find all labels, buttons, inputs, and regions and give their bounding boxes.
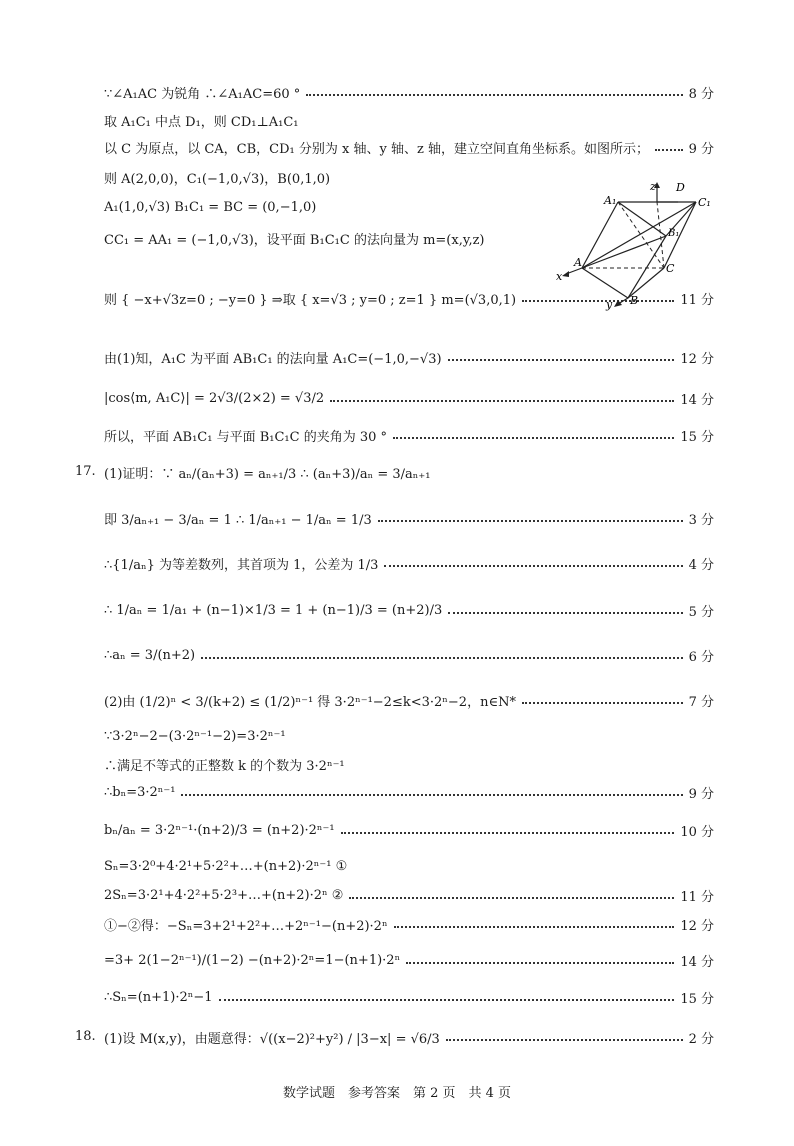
- leader-dots: [448, 612, 682, 614]
- leader-dots: [448, 359, 675, 361]
- leader-dots: [341, 832, 675, 834]
- answer-line: [104, 425, 714, 445]
- question-number: 17.: [75, 464, 96, 479]
- leader-dots: [219, 999, 675, 1001]
- answer-line-text: bₙ/aₙ = 3·2ⁿ⁻¹·(n+2)/3 = (n+2)·2ⁿ⁻¹: [104, 822, 335, 838]
- leader-dots: [181, 794, 682, 796]
- answer-line: [104, 1027, 714, 1047]
- answer-line-text: (1)设 M(x,y)，由题意得：√((x−2)²+y²) / |3−x| = √6/3: [104, 1031, 440, 1047]
- leader-dots: [384, 565, 682, 567]
- score-label: 8 分: [688, 86, 714, 102]
- answer-line-text: 取 A₁C₁ 中点 D₁，则 CD₁⊥A₁C₁: [104, 114, 299, 130]
- answer-line: [104, 508, 714, 528]
- edge-A-B: [582, 268, 628, 298]
- leader-dots: [406, 962, 674, 964]
- label-y: y: [606, 298, 613, 311]
- leader-dots: [394, 926, 675, 928]
- edge-B-B1: [628, 236, 666, 298]
- label-z: z: [650, 180, 656, 193]
- label-C: C: [666, 262, 675, 275]
- leader-dots: [349, 897, 674, 899]
- label-B1: B₁: [668, 228, 680, 239]
- answer-line-text: 2Sₙ=3·2¹+4·2²+5·2³+…+(n+2)·2ⁿ ②: [104, 887, 344, 903]
- score-label: 6 分: [688, 649, 714, 665]
- answer-line-text: 则 { −x+√3z=0 ; −y=0 } ⇒取 { x=√3 ; y=0 ; z=1 } m=(√3,0,1): [104, 292, 517, 308]
- score-label: 12 分: [680, 918, 714, 934]
- score-label: 15 分: [680, 429, 714, 445]
- answer-line-text: 则 A(2,0,0)，C₁(−1,0,√3)，B(0,1,0): [104, 171, 331, 187]
- score-label: 9 分: [688, 141, 714, 157]
- answer-line-text: ∴aₙ = 3/(n+2): [104, 647, 196, 663]
- answer-line-text: ∴满足不等式的正整数 k 的个数为 3·2ⁿ⁻¹: [104, 758, 345, 774]
- label-A1: A₁: [604, 194, 617, 207]
- leader-dots: [378, 520, 683, 522]
- answer-line: [104, 645, 714, 665]
- answer-line-text: =3+ 2(1−2ⁿ⁻¹)/(1−2) −(n+2)·2ⁿ=1−(n+1)·2ⁿ: [104, 952, 401, 968]
- answer-line: [104, 885, 714, 905]
- score-label: 10 分: [680, 824, 714, 840]
- answer-line-text: ∴ 1/aₙ = 1/a₁ + (n−1)×1/3 = 1 + (n−1)/3 = (n+2)/3: [104, 602, 443, 618]
- answer-line-text: ∴{1/aₙ} 为等差数列，其首项为 1，公差为 1/3: [104, 557, 379, 573]
- score-label: 15 分: [680, 991, 714, 1007]
- answer-line: [104, 820, 714, 840]
- answer-line: [104, 462, 714, 482]
- score-label: 14 分: [680, 954, 714, 970]
- leader-dots: [655, 149, 683, 151]
- score-label: 3 分: [688, 512, 714, 528]
- leader-dots: [330, 400, 674, 402]
- y-axis-arrow-icon: [614, 300, 622, 307]
- answer-line-text: |cos⟨m, A₁C⟩| = 2√3/(2×2) = √3/2: [104, 390, 325, 406]
- score-label: 14 分: [680, 392, 714, 408]
- edge-A-B1: [582, 236, 666, 268]
- answer-line-text: ∵3·2ⁿ−2−(3·2ⁿ⁻¹−2)=3·2ⁿ⁻¹: [104, 728, 286, 744]
- label-A: A: [574, 256, 582, 269]
- label-D: D: [676, 181, 685, 194]
- answer-line-text: 即 3/aₙ₊₁ − 3/aₙ = 1 ∴ 1/aₙ₊₁ − 1/aₙ = 1/3: [104, 512, 372, 528]
- answer-line: [104, 110, 714, 130]
- answer-line-text: 以 C 为原点，以 CA，CB，CD₁ 分别为 x 轴、y 轴、z 轴，建立空间直角坐标系。如图所示；: [104, 141, 649, 157]
- score-label: 7 分: [688, 694, 714, 710]
- answer-line: [104, 950, 714, 970]
- answer-line: [104, 347, 714, 367]
- x-axis-arrow-icon: [562, 271, 569, 277]
- score-label: 9 分: [688, 786, 714, 802]
- leader-dots: [446, 1039, 683, 1041]
- leader-dots: [522, 702, 683, 704]
- answer-line-text: ∴bₙ=3·2ⁿ⁻¹: [104, 784, 176, 800]
- answer-line-text: Sₙ=3·2⁰+4·2¹+5·2²+…+(n+2)·2ⁿ⁻¹ ①: [104, 858, 348, 874]
- edge-A1-C-dashed: [618, 202, 664, 268]
- answer-line: [104, 987, 714, 1007]
- answer-line-text: ①−②得：−Sₙ=3+2¹+2²+…+2ⁿ⁻¹−(n+2)·2ⁿ: [104, 918, 388, 934]
- answer-line-text: CC₁ = AA₁ = (−1,0,√3)，设平面 B₁C₁C 的法向量为 m=(x,y,z): [104, 232, 485, 248]
- label-B: B: [630, 294, 639, 307]
- answer-line-text: 所以，平面 AB₁C₁ 与平面 B₁C₁C 的夹角为 30 °: [104, 429, 388, 445]
- answer-line: [104, 690, 714, 710]
- answer-line-text: (1)证明：∵ aₙ/(aₙ+3) = aₙ₊₁/3 ∴ (aₙ+3)/aₙ = 3/aₙ₊₁: [104, 466, 431, 482]
- label-C1: C₁: [698, 196, 711, 209]
- edge-C-D1-dashed: [657, 202, 664, 268]
- answer-line-text: (2)由 (1/2)ⁿ < 3/(k+2) ≤ (1/2)ⁿ⁻¹ 得 3·2ⁿ⁻¹−2≤k<3·2ⁿ−2，n∈N*: [104, 694, 516, 710]
- answer-line-text: A₁(1,0,√3) B₁C₁ = BC = (0,−1,0): [104, 199, 317, 215]
- answer-line-text: 由(1)知，A₁C 为平面 AB₁C₁ 的法向量 A₁C=(−1,0,−√3): [104, 351, 442, 367]
- answer-line: [104, 388, 714, 408]
- leader-dots: [393, 437, 674, 439]
- answer-line: [104, 782, 714, 802]
- answer-line: [104, 726, 714, 746]
- answer-line: [104, 914, 714, 934]
- question-number: 18.: [75, 1029, 96, 1044]
- coordinate-system-figure: [556, 178, 726, 313]
- leader-dots: [306, 94, 682, 96]
- score-label: 11 分: [680, 889, 714, 905]
- leader-dots: [201, 657, 682, 659]
- answer-line: [104, 137, 714, 157]
- score-label: 12 分: [680, 351, 714, 367]
- score-label: 11 分: [680, 292, 714, 308]
- label-x: x: [556, 270, 563, 283]
- answer-line-text: ∴Sₙ=(n+1)·2ⁿ−1: [104, 989, 213, 1005]
- answer-line: [104, 553, 714, 573]
- answer-line: [104, 856, 714, 876]
- answer-line: [104, 82, 714, 102]
- answer-line: [104, 600, 714, 620]
- score-label: 4 分: [688, 557, 714, 573]
- answer-line-text: ∵∠A₁AC 为锐角 ∴∠A₁AC=60 °: [104, 86, 301, 102]
- page-footer: 数学试题 参考答案 第 2 页 共 4 页: [282, 1086, 512, 1101]
- answer-line: [104, 754, 714, 774]
- score-label: 5 分: [688, 604, 714, 620]
- score-label: 2 分: [688, 1031, 714, 1047]
